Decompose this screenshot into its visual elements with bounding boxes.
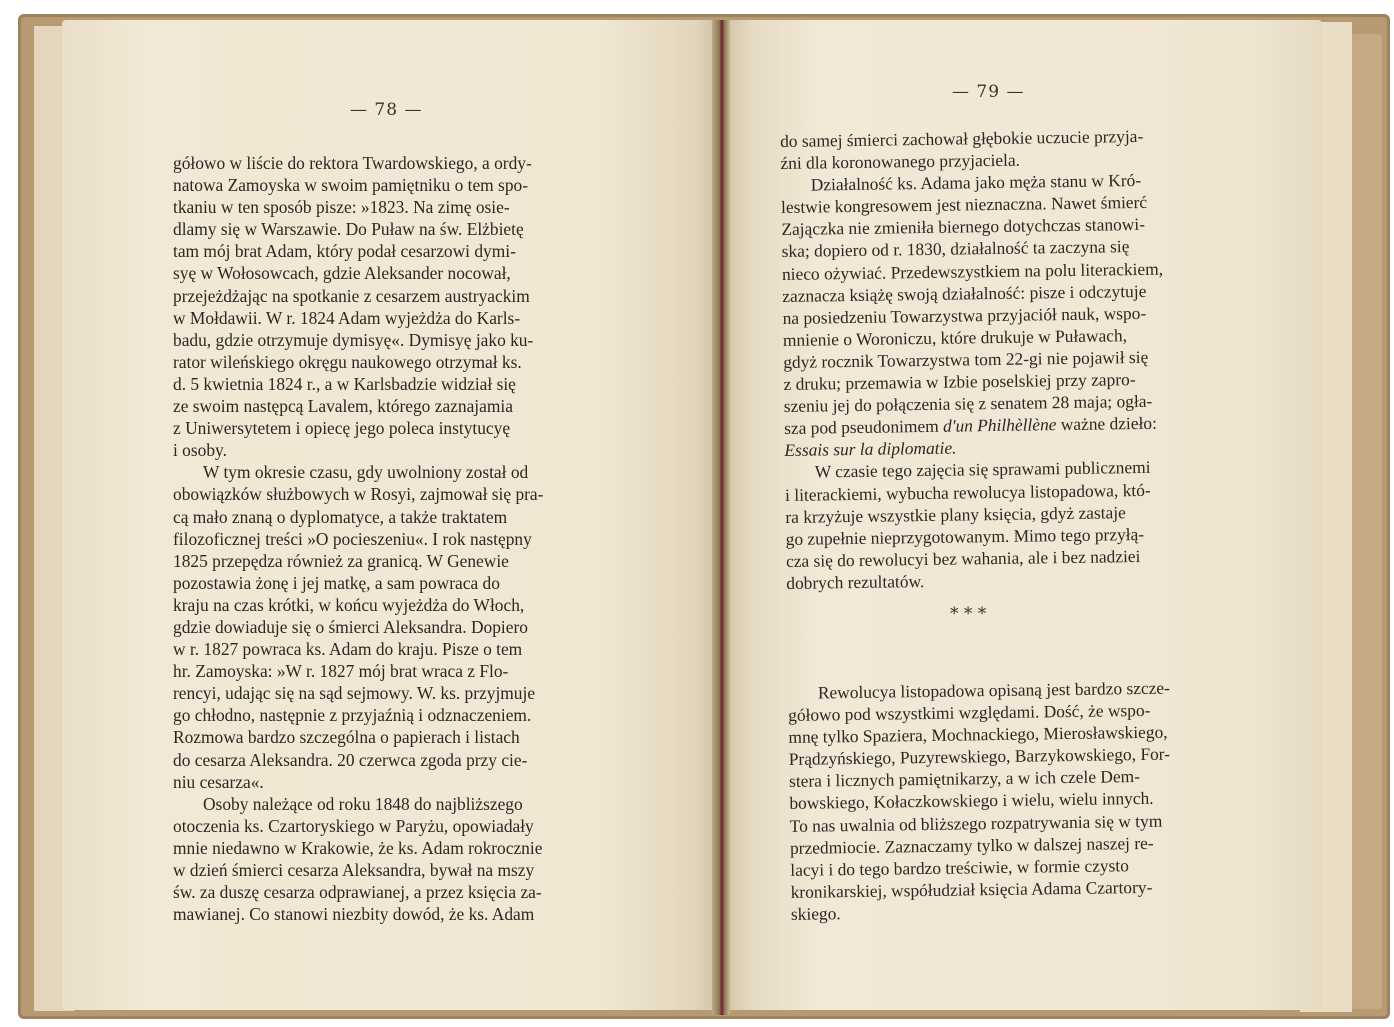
text-line: filozoficznej treści »O pocieszeniu«. I rok następny: [173, 528, 532, 549]
text-line: przedmiocie. Zaznaczamy tylko w dalszej naszej re-: [789, 832, 1154, 858]
text-line: do cesarza Aleksandra. 20 czerwca zgoda przy cie-: [173, 749, 528, 770]
text-line: mnę tylko Spaziera, Mochnackiego, Mierosławskiego,: [788, 721, 1168, 748]
text-line: mawianej. Co stanowi niezbity dowód, że ks. Adam: [173, 904, 535, 925]
text-line: św. za duszę cesarza odprawianej, a przez księcia za-: [173, 882, 542, 903]
text-line: kraju na czas krótki, w końcu wyjeżdża do Włoch,: [173, 594, 525, 615]
text-line: rator wileńskiego okręgu naukowego otrzymał ks.: [173, 351, 522, 372]
text-line: hr. Zamoyska: »W r. 1827 mój brat wraca z Flo-: [173, 661, 509, 682]
text-line: niu cesarza«.: [173, 771, 264, 792]
text-line: gdyż rocznik Towarzystwa tom 22-gi nie pojawił się: [783, 346, 1149, 372]
text-line: zaznacza książę swoją działalność: pisze i odczytuje: [782, 280, 1147, 306]
text-line: d. 5 kwietnia 1824 r., a w Karlsbadzie widział się: [173, 373, 516, 394]
text-line: w Mołdawii. W r. 1824 Adam wyjeżdża do Karls-: [173, 307, 521, 328]
text-line: mnie niedawno w Krakowie, że ks. Adam rokrocznie: [173, 837, 543, 858]
text-line: Osoby należące od roku 1848 do najbliższego: [203, 793, 523, 814]
page-number-left: — 78 —: [350, 100, 423, 120]
section-separator: * * *: [950, 604, 987, 624]
text-line: stera i licznych pamiętnikarzy, a w ich czele Dem-: [788, 766, 1141, 792]
page-number-right: — 79 —: [952, 82, 1025, 102]
text-line: i literackiemi, wybucha rewolucya listopadowa, któ-: [784, 479, 1151, 505]
left-page-text: [173, 152, 621, 925]
text-line: cą mało znaną o dyplomatyce, a także traktatem: [173, 506, 508, 527]
text-line: na posiedzeniu Towarzystwa przyjaciół nauk, wspo-: [782, 302, 1147, 328]
text-line: Rozmowa bardzo szczególna o papierach i listach: [173, 727, 520, 748]
cover-edge: [1352, 34, 1382, 1009]
text-line: tam mój brat Adam, który podał cesarzowi dymi-: [173, 241, 516, 262]
text-line: Rewolucya listopadowa opisaną jest bardzo szcze-: [817, 677, 1171, 703]
text-line: badu, gdzie otrzymuje dymisyę«. Dymisyę jako ku-: [173, 329, 534, 350]
section-gap: [786, 588, 1239, 682]
text-line: szeniu jej do połączenia się z senatem 28 maja; ogła-: [783, 390, 1153, 417]
text-line: ze swoim następcą Lavalem, którego zaznajamia: [173, 396, 513, 417]
text-line: i osoby.: [173, 440, 227, 461]
text-line: Działalność ks. Adama jako męża stanu w Kró-: [810, 170, 1142, 195]
text-line: Zajączka nie zmieniła biernego dotychczas stanowi-: [781, 214, 1146, 240]
text-line: ra krzyżuje wszystkie plany księcia, gdyż zastaje: [785, 501, 1126, 527]
text-line: lacyi i do tego bardzo treściwie, w formie czysto: [790, 854, 1129, 880]
text-line: gółowo w liście do rektora Twardowskiego, a ordy-: [173, 153, 532, 173]
text-line: bowskiego, Kołaczkowskiego i wielu, wielu innych.: [789, 788, 1154, 814]
right-page-text: [780, 124, 1243, 925]
text-line: lestwie kongresowem jest nieznaczna. Nawet śmierć: [780, 192, 1148, 218]
text-line: dlamy się w Warszawie. Do Puław na św. Elżbietę: [173, 219, 524, 240]
text-line: tkaniu w ten sposób pisze: »1823. Na zimę osie-: [173, 197, 510, 218]
text-line: sza pod pseudonimem d'un Philhèllène ważne dzieło:: [784, 412, 1158, 439]
text-line: W tym okresie czasu, gdy uwolniony został od: [203, 462, 529, 483]
text-line: natowa Zamoyska w swoim pamiętniku o tem spo-: [173, 175, 528, 196]
text-line: gdzie dowiaduje się o śmierci Aleksandra. Dopiero: [173, 616, 528, 637]
text-line: w r. 1827 powraca ks. Adam do kraju. Pisze o tem: [173, 639, 523, 660]
text-line: rencyi, udając się na sąd sejmowy. W. ks. przyjmuje: [173, 683, 536, 704]
text-line: otoczenia ks. Czartoryskiego w Paryżu, opowiadały: [173, 815, 534, 836]
text-line: go zupełnie nieprzygotowanym. Mimo tego przyłą-: [785, 523, 1145, 549]
text-line: dobrych rezultatów.: [786, 570, 925, 593]
text-line: Essais sur la diplomatie.: [784, 437, 957, 461]
text-line: cza się do rewolucyi bez wahania, ale i bez nadziei: [785, 545, 1141, 571]
text-line: pozostawia żonę i jej matkę, a sam powraca do: [173, 572, 500, 593]
text-line: syę w Wołosowcach, gdzie Aleksander nocował,: [173, 263, 511, 284]
text-line: skiego.: [790, 903, 841, 924]
text-line: obowiązków służbowych w Rosyi, zajmował się pra-: [173, 484, 544, 505]
text-line: go chłodno, następnie z przyjaźnią i odznaczeniem.: [173, 705, 532, 726]
text-line: w dzień śmierci cesarza Aleksandra, bywał na mszy: [173, 860, 535, 880]
text-line: gółowo pod wszystkimi względami. Dość, że wspo-: [788, 699, 1151, 726]
text-line: źni dla koronowanego przyjaciela.: [780, 149, 1021, 174]
text-line: mnienie o Woroniczu, które drukuje w Puławach,: [782, 325, 1128, 350]
book-spine-gutter: [712, 20, 730, 1015]
text-line: 1825 przepędza również za granicą. W Genewie: [173, 550, 509, 571]
text-line: do samej śmierci zachował głębokie uczucie przyja-: [780, 125, 1144, 151]
text-line: z druku; przemawia w Izbie poselskiej przy zapro-: [783, 369, 1136, 395]
text-line: kronikarskiej, współudział księcia Adama Czartory-: [790, 876, 1153, 902]
text-line: przejeżdżając na spotkanie z cesarzem austryackim: [173, 285, 530, 306]
text-line: nieco ożywiać. Przedewszystkiem na polu literackiem,: [781, 258, 1164, 284]
text-line: W czasie tego zajęcia się sprawami publicznemi: [814, 457, 1151, 482]
text-line: Prądzyńskiego, Puzyrewskiego, Barzykowskiego, For-: [788, 743, 1171, 770]
text-line: ska; dopiero od r. 1830, działalność ta zaczyna się: [781, 236, 1130, 262]
text-line: To nas uwalnia od bliższego rozpatrywania się w tym: [789, 810, 1163, 836]
text-line: z Uniwersytetem i opiecę jego poleca instytucyę: [173, 418, 511, 439]
